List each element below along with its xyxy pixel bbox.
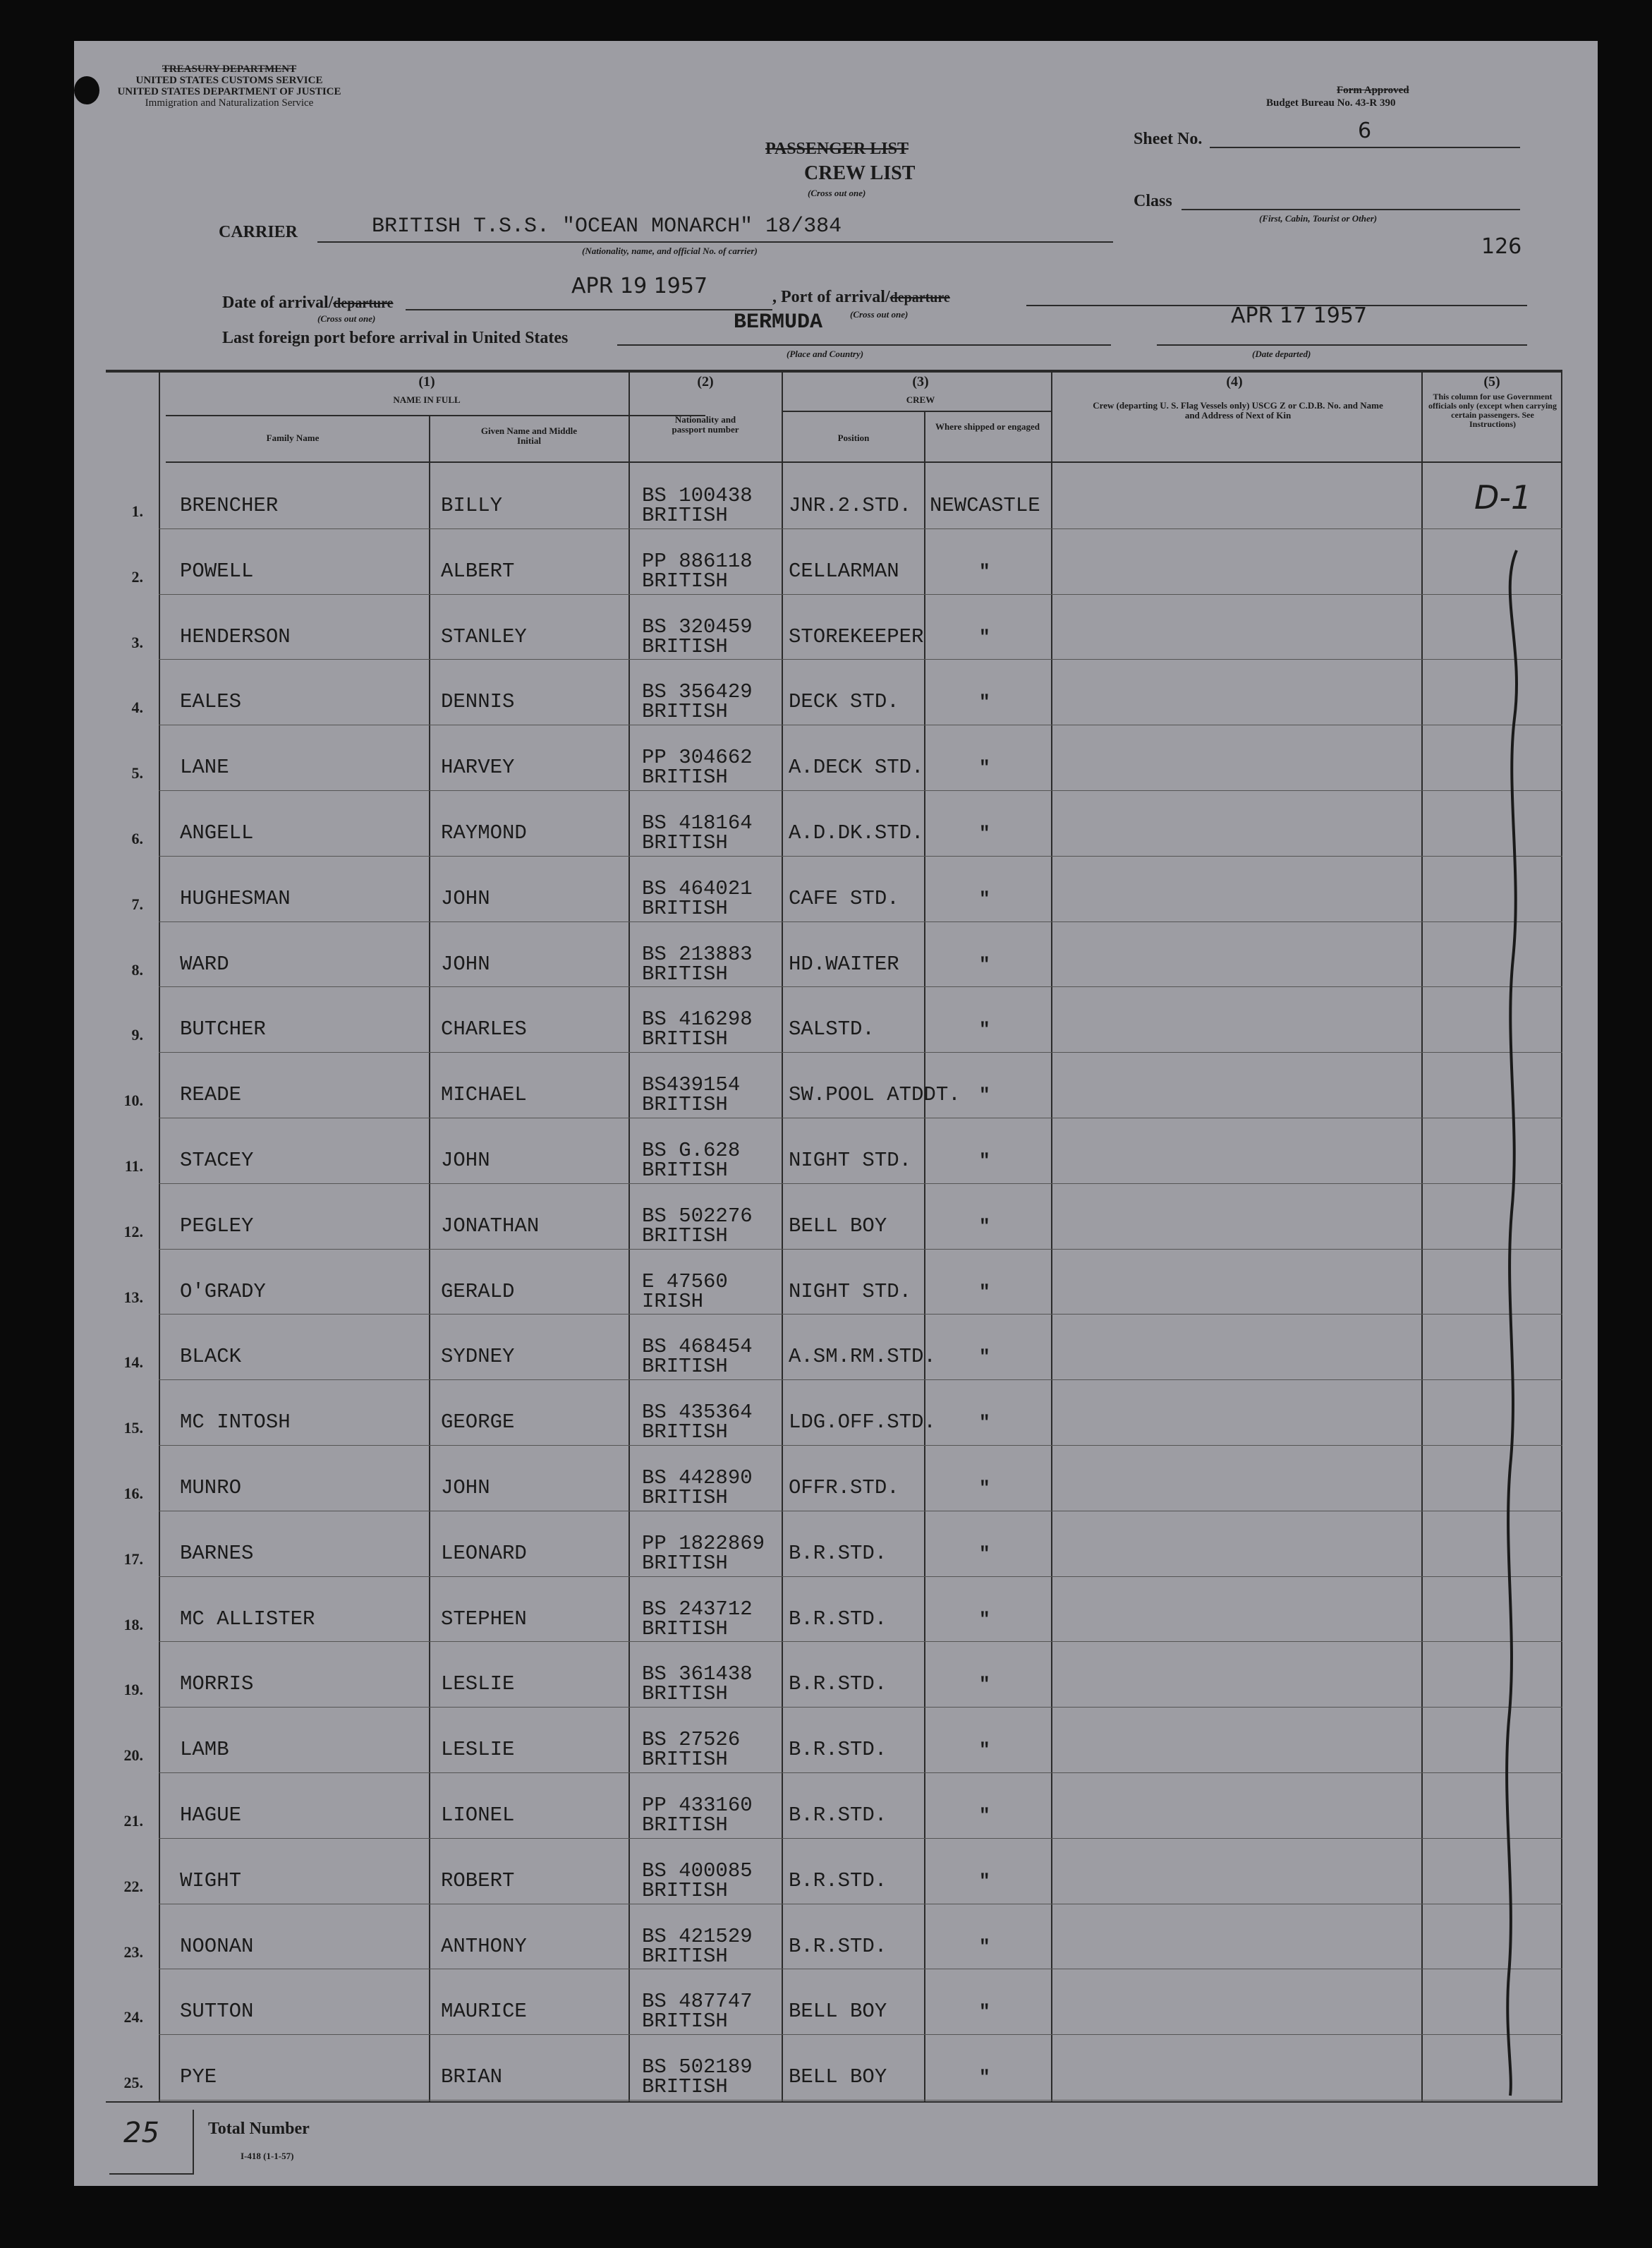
given-name: RAYMOND [441, 821, 527, 845]
shipped-from: " [979, 1870, 990, 1892]
shipped-from: " [979, 1281, 990, 1303]
position: B.R.STD. [789, 1672, 887, 1696]
budget-bureau: Budget Bureau No. 43-R 390 [1266, 97, 1396, 109]
shipped-from: " [979, 1674, 990, 1696]
given-name: LEONARD [441, 1541, 527, 1565]
row-number: 7. [131, 895, 143, 913]
row-number: 24. [123, 2008, 143, 2026]
nationality: IRISH [642, 1289, 704, 1313]
nationality: BRITISH [642, 1223, 728, 1247]
shipped-from: NEWCASTLE [930, 494, 1040, 517]
given-name: DENNIS [441, 690, 515, 714]
nationality: BRITISH [642, 2075, 728, 2099]
last-port-value: BERMUDA [734, 310, 823, 334]
shipped-from: " [979, 757, 990, 779]
row-number: 8. [131, 960, 143, 979]
passenger-list-struck: PASSENGER LIST [765, 140, 909, 158]
position: BELL BOY [789, 1214, 887, 1238]
family-name: LANE [180, 756, 229, 780]
agency-line-2: UNITED STATES CUSTOMS SERVICE [135, 75, 323, 86]
position: BELL BOY [789, 2000, 887, 2024]
shipped-from: " [979, 1935, 990, 1957]
col4-header: Crew (departing U. S. Flag Vessels only) USCG Z or C.D.B. No. and Name and Address of Next of Kin [1093, 400, 1383, 421]
passport-number: BS 27526 [642, 1728, 741, 1752]
agency-line-1: TREASURY DEPARTMENT [162, 64, 297, 75]
position: NIGHT STD. [789, 1149, 912, 1172]
col1-title: NAME IN FULL [393, 394, 461, 405]
position: NIGHT STD. [789, 1279, 912, 1303]
family-name: BLACK [180, 1345, 242, 1369]
passport-number: PP 304662 [642, 746, 753, 770]
passport-number: BS 435364 [642, 1401, 753, 1425]
passport-number: BS 442890 [642, 1466, 753, 1489]
family-name: PEGLEY [180, 1214, 254, 1238]
passport-number: BS 213883 [642, 942, 753, 966]
nationality: BRITISH [642, 569, 728, 593]
nationality: BRITISH [642, 2010, 728, 2034]
shipped-from: " [979, 2001, 990, 2023]
family-name: SUTTON [180, 2000, 254, 2024]
row-number: 10. [123, 1092, 143, 1110]
carrier-value: BRITISH T.S.S. "OCEAN MONARCH" 18/384 [372, 214, 842, 238]
nationality: BRITISH [642, 1027, 728, 1051]
row-number: 1. [131, 502, 143, 520]
family-name: MORRIS [180, 1672, 254, 1696]
shipped-from: " [979, 888, 990, 910]
col4-number: (4) [1226, 374, 1243, 389]
position: A.DECK STD. [789, 756, 924, 780]
col5-header: This column for use Government officials only (except when carrying certain passengers. See Instructions) [1428, 392, 1557, 429]
shipped-from: " [979, 1608, 990, 1630]
total-label: Total Number [208, 2120, 310, 2138]
family-name: ANGELL [180, 821, 254, 845]
passport-number: BS G.628 [642, 1139, 741, 1162]
passport-number: PP 433160 [642, 1794, 753, 1817]
agency-line-4: Immigration and Naturalization Service [145, 97, 314, 109]
position: HD.WAITER [789, 952, 899, 976]
passport-number: BS 418164 [642, 811, 753, 835]
col5-handwritten-line [74, 41, 1598, 2186]
position: B.R.STD. [789, 1738, 887, 1762]
shipped-from: " [979, 1215, 990, 1237]
form-approved: Form Approved [1337, 85, 1409, 96]
position: JNR.2.STD. [789, 494, 912, 517]
col1-number: (1) [418, 374, 435, 389]
last-port-label: Last foreign port before arrival in United States [222, 329, 569, 347]
given-name: JONATHAN [441, 1214, 540, 1238]
crew-list-title: CREW LIST [804, 162, 916, 184]
family-name: MC INTOSH [180, 1410, 291, 1434]
position: B.R.STD. [789, 1607, 887, 1631]
nationality: BRITISH [642, 1355, 728, 1379]
passport-number: BS 421529 [642, 1924, 753, 1948]
family-name: STACEY [180, 1149, 254, 1172]
nationality: BRITISH [642, 1878, 728, 1902]
family-name: POWELL [180, 559, 254, 583]
passport-number: BS 356429 [642, 680, 753, 704]
given-name: LESLIE [441, 1672, 515, 1696]
col5-number: (5) [1483, 374, 1500, 389]
row-number: 21. [123, 1812, 143, 1830]
passport-number: BS 468454 [642, 1335, 753, 1359]
port-struck: departure [889, 290, 950, 306]
carrier-label: CARRIER [219, 223, 298, 241]
row-number: 3. [131, 633, 143, 651]
class-hint: (First, Cabin, Tourist or Other) [1259, 213, 1378, 224]
port-label-text: , Port of arrival/ [772, 288, 890, 306]
given-name: CHARLES [441, 1017, 527, 1041]
shipped-from: " [979, 953, 990, 975]
passport-number: BS 100438 [642, 484, 753, 507]
given-name: MICHAEL [441, 1083, 527, 1107]
position: SALSTD. [789, 1017, 875, 1041]
row-number: 20. [123, 1746, 143, 1765]
nationality: BRITISH [642, 1093, 728, 1117]
row-number: 15. [123, 1419, 143, 1437]
agency-line-3: UNITED STATES DEPARTMENT OF JUSTICE [117, 86, 341, 97]
family-name: BUTCHER [180, 1017, 266, 1041]
position: SW.POOL ATDDT. [789, 1083, 961, 1107]
shipped-from: " [979, 626, 990, 648]
family-name: BARNES [180, 1541, 254, 1565]
col2-number: (2) [697, 374, 714, 389]
shipped-from: " [979, 1019, 990, 1041]
nationality: BRITISH [642, 766, 728, 790]
arrival-date: APR 19 1957 [571, 274, 708, 298]
position: LDG.OFF.STD. [789, 1410, 936, 1434]
passport-number: BS 464021 [642, 876, 753, 900]
col5-handwritten-mark: D-1 [1474, 478, 1532, 516]
arrival-hint: (Cross out one) [317, 313, 376, 324]
nationality: BRITISH [642, 962, 728, 986]
nationality: BRITISH [642, 504, 728, 527]
passport-number: BS 502276 [642, 1204, 753, 1228]
family-name: O'GRADY [180, 1279, 266, 1303]
family-name: HAGUE [180, 1803, 242, 1827]
form-number: I-418 (1-1-57) [241, 2151, 294, 2161]
col1a-header: Family Name [266, 433, 320, 443]
col1b-header: Given Name and Middle Initial [480, 425, 578, 446]
shipped-from: " [979, 1084, 990, 1106]
nationality: BRITISH [642, 1159, 728, 1182]
col3-number: (3) [912, 374, 929, 389]
position: CELLARMAN [789, 559, 899, 583]
given-name: STEPHEN [441, 1607, 527, 1631]
passport-number: E 47560 [642, 1269, 728, 1293]
family-name: MC ALLISTER [180, 1607, 315, 1631]
page-number: 126 [1481, 234, 1522, 259]
row-number: 11. [124, 1157, 143, 1175]
shipped-from: " [979, 2067, 990, 2089]
shipped-from: " [979, 1477, 990, 1499]
given-name: ROBERT [441, 1868, 515, 1892]
position: A.SM.RM.STD. [789, 1345, 936, 1369]
nationality: BRITISH [642, 1420, 728, 1444]
sheet-number: 6 [1358, 119, 1372, 143]
nationality: BRITISH [642, 1616, 728, 1640]
date-departed: APR 17 1957 [1231, 303, 1368, 328]
shipped-from: " [979, 1542, 990, 1564]
position: B.R.STD. [789, 1541, 887, 1565]
row-number: 2. [131, 567, 143, 586]
family-name: EALES [180, 690, 242, 714]
position: CAFE STD. [789, 886, 899, 910]
passport-number: BS439154 [642, 1073, 741, 1097]
given-name: MAURICE [441, 2000, 527, 2024]
family-name: PYE [180, 2065, 217, 2089]
family-name: HENDERSON [180, 624, 291, 648]
row-number: 9. [131, 1026, 143, 1044]
passport-number: BS 400085 [642, 1859, 753, 1883]
row-number: 17. [123, 1549, 143, 1568]
given-name: JOHN [441, 886, 490, 910]
shipped-from: " [979, 560, 990, 582]
nationality: BRITISH [642, 1748, 728, 1772]
nationality: BRITISH [642, 700, 728, 724]
nationality: BRITISH [642, 1551, 728, 1575]
position: BELL BOY [789, 2065, 887, 2089]
date-departed-hint: (Date departed) [1252, 349, 1311, 359]
given-name: HARVEY [441, 756, 515, 780]
given-name: ANTHONY [441, 1934, 527, 1958]
row-number: 16. [123, 1485, 143, 1502]
given-name: STANLEY [441, 624, 527, 648]
given-name: GERALD [441, 1279, 515, 1303]
arrival-struck: departure [333, 296, 394, 311]
row-number: 22. [123, 1877, 143, 1895]
passport-number: BS 416298 [642, 1008, 753, 1032]
shipped-from: " [979, 1150, 990, 1171]
position: DECK STD. [789, 690, 899, 714]
position: STOREKEEPER [789, 624, 924, 648]
nationality: BRITISH [642, 1813, 728, 1837]
family-name: NOONAN [180, 1934, 254, 1958]
given-name: LESLIE [441, 1738, 515, 1762]
col3a-header: Position [837, 433, 870, 443]
nationality: BRITISH [642, 1944, 728, 1968]
nationality: BRITISH [642, 831, 728, 854]
given-name: JOHN [441, 1476, 490, 1499]
row-number: 18. [123, 1615, 143, 1633]
passport-number: PP 1822869 [642, 1531, 765, 1555]
row-number: 12. [123, 1222, 143, 1240]
row-number: 23. [123, 1942, 143, 1961]
row-number: 4. [131, 699, 143, 717]
shipped-from: " [979, 1346, 990, 1368]
given-name: GEORGE [441, 1410, 515, 1434]
row-number: 6. [131, 830, 143, 847]
given-name: BILLY [441, 494, 503, 517]
row-number: 25. [123, 2074, 143, 2092]
nationality: BRITISH [642, 896, 728, 920]
cross-out-one-hint: (Cross out one) [808, 188, 866, 198]
carrier-hint: (Nationality, name, and official No. of carrier) [582, 246, 758, 256]
nationality: BRITISH [642, 1486, 728, 1509]
shipped-from: " [979, 823, 990, 844]
passport-number: BS 320459 [642, 615, 753, 639]
given-name: LIONEL [441, 1803, 515, 1827]
col2-header: Nationality and passport number [672, 414, 739, 435]
shipped-from: " [979, 1739, 990, 1761]
given-name: JOHN [441, 1149, 490, 1172]
row-number: 5. [131, 764, 143, 782]
family-name: BRENCHER [180, 494, 279, 517]
nationality: BRITISH [642, 1682, 728, 1706]
shipped-from: " [979, 1412, 990, 1434]
family-name: WIGHT [180, 1868, 242, 1892]
family-name: HUGHESMAN [180, 886, 291, 910]
row-number: 13. [123, 1288, 143, 1306]
family-name: LAMB [180, 1738, 229, 1762]
given-name: SYDNEY [441, 1345, 515, 1369]
family-name: MUNRO [180, 1476, 242, 1499]
port-hint: (Cross out one) [850, 309, 909, 320]
passport-number: BS 361438 [642, 1662, 753, 1686]
last-port-hint: (Place and Country) [786, 349, 864, 359]
shipped-from: " [979, 1805, 990, 1826]
total-value: 25 [123, 2117, 159, 2149]
col3-title: CREW [906, 394, 935, 405]
row-number: 19. [123, 1681, 143, 1699]
passport-number: BS 487747 [642, 1990, 753, 2014]
shipped-from: " [979, 691, 990, 713]
row-number: 14. [123, 1353, 143, 1372]
position: A.D.DK.STD. [789, 821, 924, 845]
sheet-label: Sheet No. [1134, 130, 1203, 148]
family-name: READE [180, 1083, 242, 1107]
given-name: ALBERT [441, 559, 515, 583]
crew-list-document [74, 41, 1598, 2186]
nationality: BRITISH [642, 634, 728, 658]
position: OFFR.STD. [789, 1476, 899, 1499]
given-name: JOHN [441, 952, 490, 976]
position: B.R.STD. [789, 1803, 887, 1827]
passport-number: BS 502189 [642, 2055, 753, 2079]
position: B.R.STD. [789, 1868, 887, 1892]
given-name: BRIAN [441, 2065, 503, 2089]
position: B.R.STD. [789, 1934, 887, 1958]
passport-number: PP 886118 [642, 549, 753, 573]
family-name: WARD [180, 952, 229, 976]
passport-number: BS 243712 [642, 1597, 753, 1621]
class-label: Class [1134, 192, 1172, 210]
col3b-header: Where shipped or engaged [935, 421, 1040, 432]
arrival-label-text: Date of arrival/ [222, 294, 334, 312]
